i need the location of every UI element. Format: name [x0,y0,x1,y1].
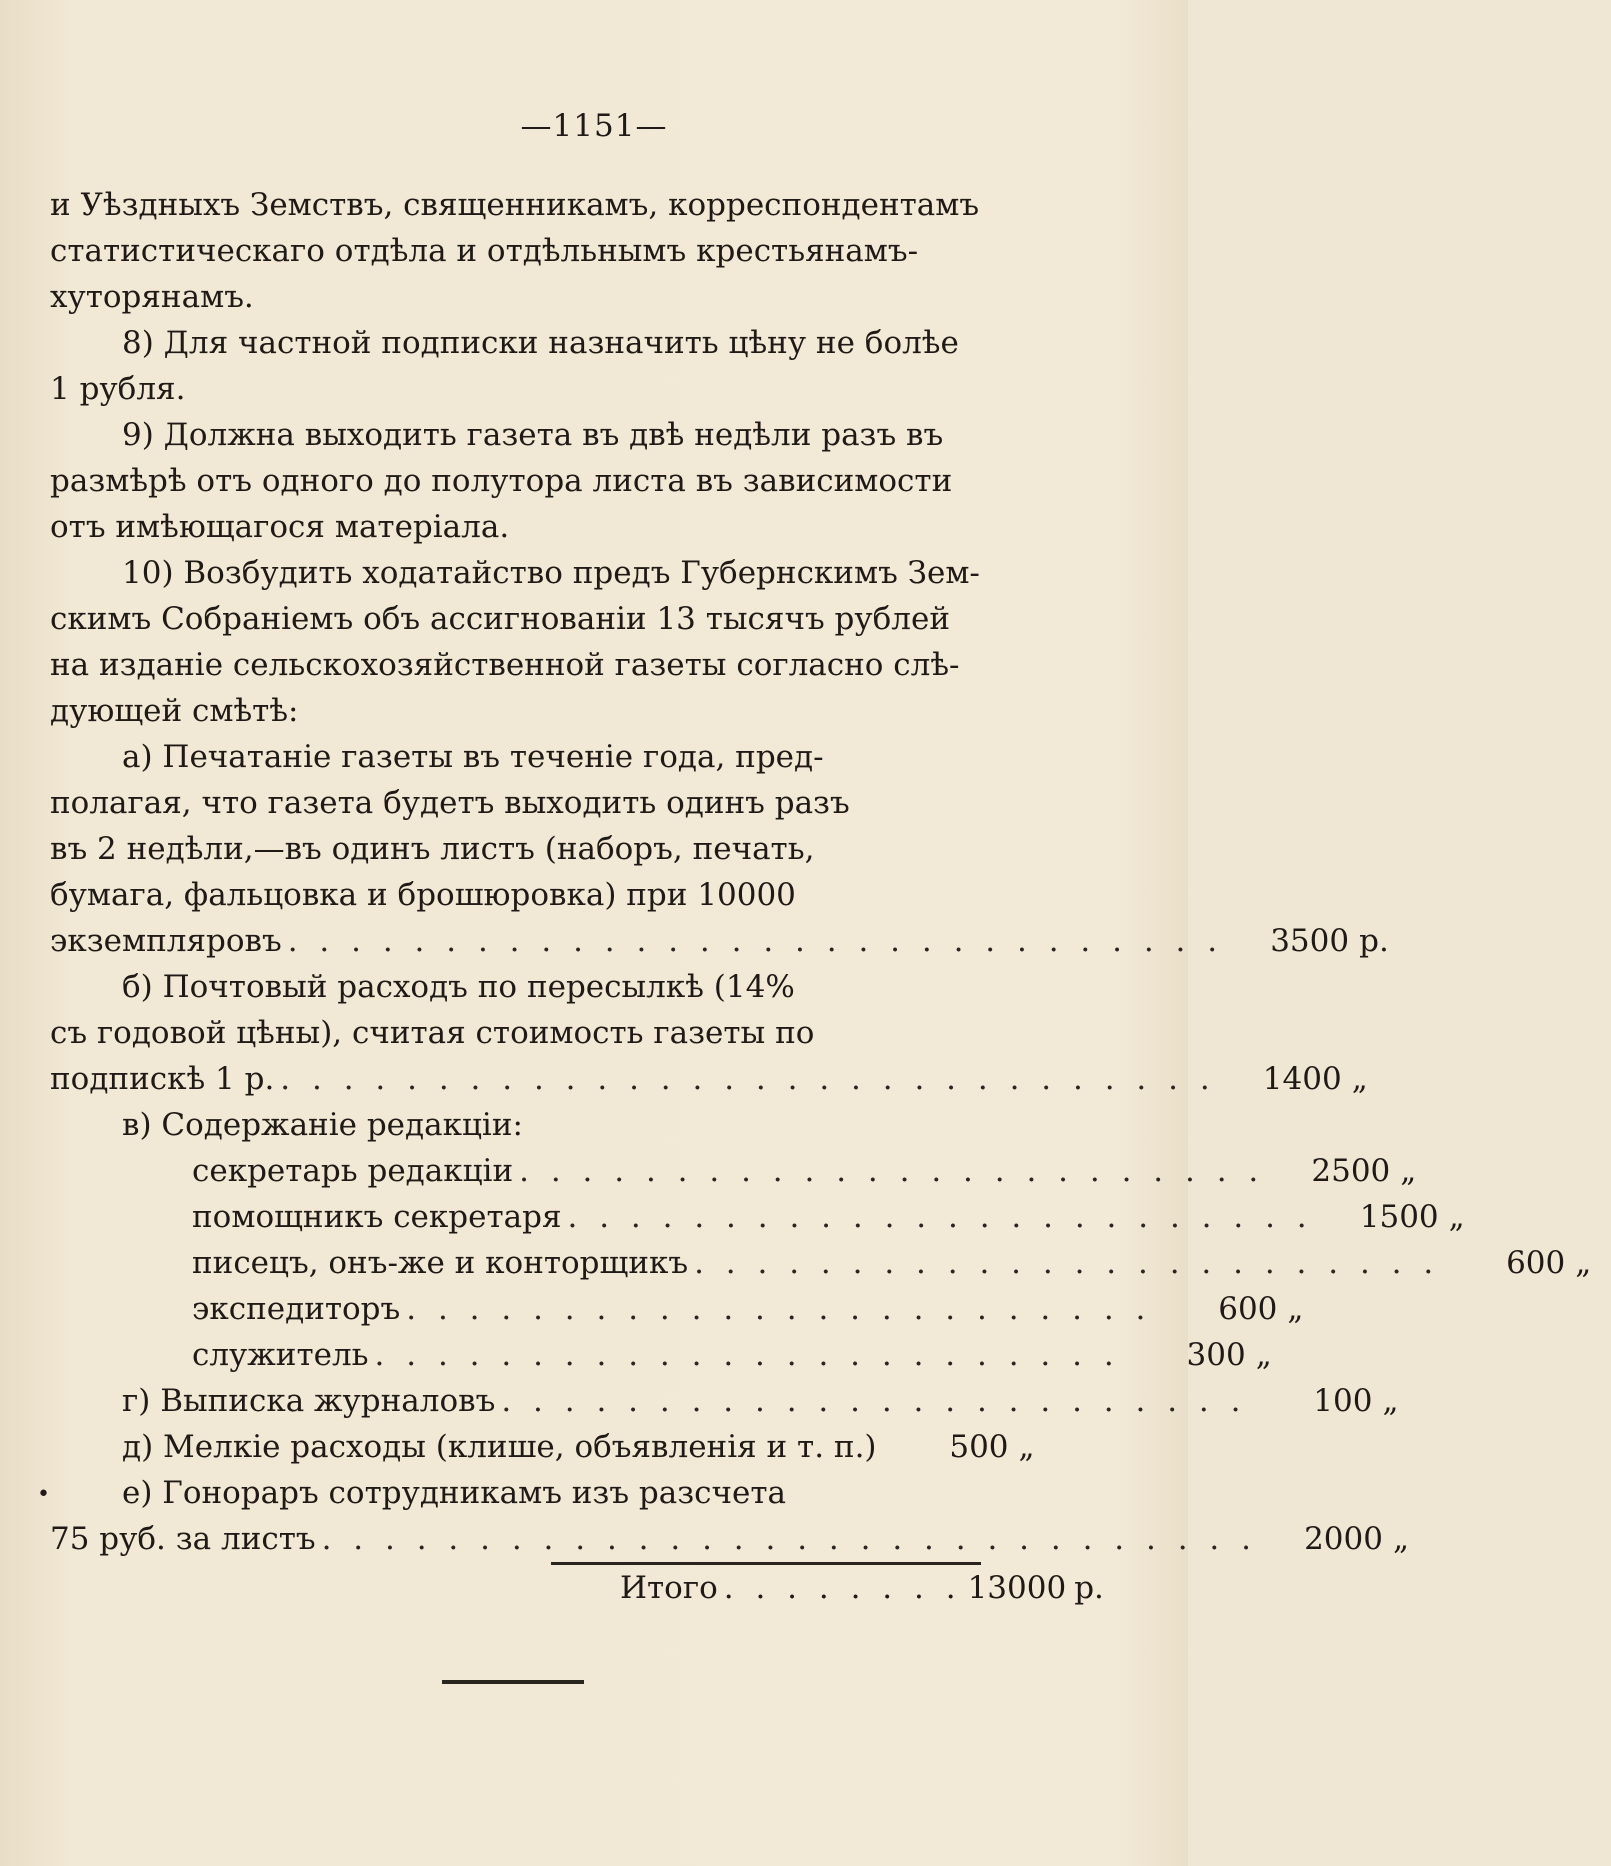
item-v-label: писецъ, онъ-же и конторщикъ [192,1245,689,1281]
total-row [620,1570,1104,1616]
leader-dots: . . . . . . . . . . . . . . . . . . . . . . . . [519,1153,1265,1189]
item-v-unit: „ [1287,1291,1304,1327]
leader-dots: . . . . . . . . . . . . . . . . . . . . . . . . . . . . . . [321,1521,1257,1557]
item-v-label: экспедиторъ [192,1291,401,1327]
item-v-unit: „ [1255,1337,1272,1373]
end-rule [442,1680,584,1684]
item-g-unit: „ [1382,1383,1399,1419]
item-v-amount: 300 [1186,1337,1246,1373]
item-a-line: въ 2 недѣли,—въ одинъ листъ (наборъ, печать, [50,831,815,867]
text-line: 8) Для частной подписки назначить цѣну не болѣе [122,325,959,361]
item-d-label: д) Мелкіе расходы (клише, объявленія и т. п.) [122,1429,877,1465]
item-a-line: полагая, что газета будетъ выходить одинъ разъ [50,785,850,821]
page-number: —1151— [520,108,668,144]
item-v-heading: в) Содержаніе редакціи: [122,1107,523,1143]
text-line: статистическаго отдѣла и отдѣльнымъ крестьянамъ- [50,233,919,269]
item-b-total-row [50,1056,1368,1102]
item-b-amount: 1400 [1262,1061,1342,1097]
text-line: и Уѣздныхъ Земствъ, священникамъ, корреспондентамъ [50,187,980,223]
item-v-unit: „ [1400,1153,1417,1189]
item-v-label: служитель [192,1337,369,1373]
item-v-row [50,1240,1592,1286]
item-a-unit: р. [1359,923,1389,959]
text-line: на изданіе сельскохозяйственной газеты согласно слѣ- [50,647,960,683]
sum-rule [551,1562,981,1565]
leader-dots: . . . . . . . . . . . . . . . . . . . . . . . . . . . . . . [280,1061,1216,1097]
item-g-label: г) Выписка журналовъ [122,1383,496,1419]
item-v-unit: „ [1448,1199,1465,1235]
item-e-total-row [50,1516,1410,1562]
item-a-line: а) Печатаніе газеты въ теченіе года, пред- [122,739,824,775]
text-line: хуторянамъ. [50,279,254,315]
leader-dots: . . . . . . . . . . . . . . . . . . . . . . . . [567,1199,1313,1235]
item-b-line: съ годовой цѣны), считая стоимость газеты по [50,1015,815,1051]
leader-dots: . . . . . . . . . . . . . . . . . . . . . . . . [406,1291,1152,1327]
item-a-line: бумага, фальцовка и брошюровка) при 10000 [50,877,796,913]
leader-dots: . . . . . . . . . . . . . . . . . . . . . . . . . . . . . . [287,923,1224,959]
item-e-unit: „ [1392,1521,1410,1557]
item-v-amount: 2500 [1311,1153,1391,1189]
leader-dots: . . . . . . . . . . . . . . . . . . . . . . . . [694,1245,1440,1281]
item-d-unit: „ [1018,1429,1035,1465]
text-line: скимъ Собраніемъ объ ассигнованіи 13 тысячъ рублей [50,601,950,637]
leader-dots: . . . . . . . . [723,1570,962,1606]
text-line: дующей смѣтѣ: [50,693,299,729]
text-line: 1 рубля. [50,371,186,407]
text-line: 9) Должна выходить газета въ двѣ недѣли разъ въ [122,417,944,453]
item-e-line: е) Гонораръ сотрудникамъ изъ разсчета [122,1475,786,1511]
leader-dots: . . . . . . . . . . . . . . . . . . . . . . . . [374,1337,1120,1373]
leader-dots: . . . . . . . . . . . . . . . . . . . . . . . . [501,1383,1247,1419]
item-b-unit: „ [1351,1061,1368,1097]
item-a-label: экземпляровъ [50,923,282,959]
item-d-row [50,1424,1035,1470]
item-v-label: секретарь редакціи [192,1153,514,1189]
item-e-amount: 2000 [1304,1521,1383,1557]
item-v-unit: „ [1575,1245,1592,1281]
item-e-label: 75 руб. за листъ [50,1521,316,1557]
item-b-line: б) Почтовый расходъ по пересылкѣ (14% [122,969,795,1005]
total-label: Итого [620,1570,718,1606]
item-v-amount: 600 [1218,1291,1278,1327]
text-line: 10) Возбудить ходатайство предъ Губернскимъ Зем- [122,555,980,591]
text-line: отъ имѣющагося матеріала. [50,509,510,545]
item-g-row [50,1378,1399,1424]
item-v-row [50,1286,1304,1332]
item-v-row [50,1148,1417,1194]
item-a-total-row [50,918,1389,964]
text-line: размѣрѣ отъ одного до полутора листа въ зависимости [50,463,953,499]
margin-mark: • [37,1482,50,1507]
item-v-amount: 1500 [1359,1199,1439,1235]
total-unit: р. [1074,1570,1104,1606]
item-d-amount: 500 [949,1429,1009,1465]
item-v-row [50,1332,1272,1378]
total-amount: 13000 [967,1570,1067,1606]
item-a-amount: 3500 [1270,923,1350,959]
item-v-label: помощникъ секретаря [192,1199,562,1235]
item-b-label: подпискѣ 1 р. [50,1061,275,1097]
item-v-row [50,1194,1465,1240]
item-v-amount: 600 [1506,1245,1566,1281]
page-body [50,182,1592,1562]
item-g-amount: 100 [1313,1383,1373,1419]
